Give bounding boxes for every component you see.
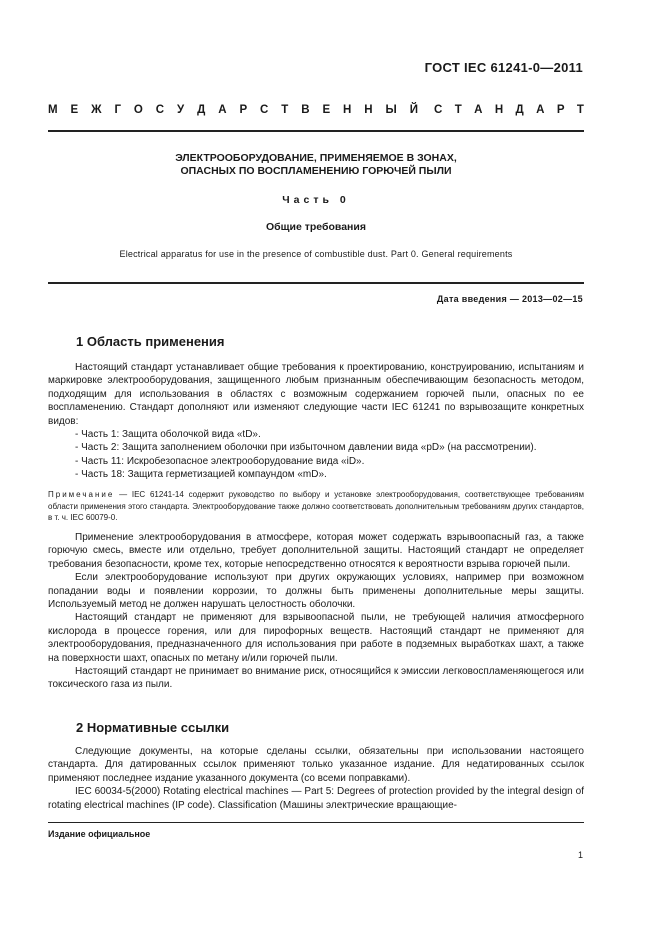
banner-letter: Н: [343, 104, 352, 116]
banner-letter: Ж: [91, 104, 102, 116]
section-1-paragraph-4: Настоящий стандарт не применяют для взрывоопасной пыли, не требующей наличия атмосферного кислорода в процессе горения, или для пирофорных веществ. Настоящий стандарт не применяют для электрооборудования, предназначенного для использования при работе в подземных выработках шахт, а также на поверхности шахт, опасных по метану и/или горючей пыли.: [48, 612, 584, 664]
footer-rule: [48, 822, 584, 823]
top-rule: [48, 130, 584, 132]
official-edition-label: Издание официальное: [48, 829, 151, 839]
part-label: Часть 0: [282, 194, 350, 206]
banner-letter: Т: [281, 104, 289, 116]
english-title: Electrical apparatus for use in the presence of combustible dust. Part 0. General requirements: [119, 249, 513, 259]
section-1-paragraph-3: Если электрооборудование используют при других окружающих условиях, например при возможном попадании воды и появлении коррозии, то должны быть применены дополнительные меры защиты. Используемый метод не должен нарушать целостность оболочки.: [48, 572, 584, 611]
standard-id: ГОСТ IEC 61241-0—2011: [424, 60, 583, 75]
section-1-paragraph-5: Настоящий стандарт не принимает во внимание риск, относящийся к эмиссии легковоспламеняющегося или токсического газа из пыли.: [48, 666, 584, 691]
section-2-body: [48, 745, 584, 812]
banner-letter: Г: [114, 104, 121, 116]
section-2-paragraph-2: IEC 60034-5(2000) Rotating electrical machines — Part 5: Degrees of protection provided by the integral design of rotating electrical machines (IP code). Classification (Машины электрические вращающие-: [48, 786, 584, 811]
banner-letter: Т: [454, 104, 462, 116]
banner-letter: Ы: [385, 104, 397, 116]
section-1-paragraph-1: Настоящий стандарт устанавливает общие требования к проектированию, конструированию, испытаниям и маркировке электрооборудования, защищенного любым признанным обеспечивающим безопасность методом, подходящим для использования в областях с возможным содержанием горючей пыли, опасных по ее воспламенению. Стандарт дополняют или изменяют следующие части IEC 61241 по взрывозащите конкретных видов:: [48, 362, 584, 427]
banner-letter: Д: [197, 104, 206, 116]
document-subtitle: Общие требования: [266, 221, 366, 233]
introduction-date: Дата введения — 2013—02—15: [436, 294, 583, 304]
list-item: - Часть 1: Защита оболочкой вида «tD».: [75, 429, 261, 440]
banner-letter: Е: [70, 104, 79, 116]
list-item: - Часть 18: Защита герметизацией компаундом «mD».: [75, 469, 327, 481]
note-text: — IEC 61241-14 содержит руководство по выбору и установке электрооборудования, соответствующее требованиям области применения этого стандарта. Электрооборудование также должно соответствовать дополнительным требованиям других стандартов, в т. ч. IEC 60079-0.: [48, 490, 584, 522]
section-1-heading: 1 Область применения: [76, 334, 225, 349]
banner-letter: А: [474, 104, 483, 116]
banner-letter: Й: [409, 104, 418, 116]
banner-letter: Р: [239, 104, 248, 116]
banner-letter: В: [301, 104, 310, 116]
section-1-body: [48, 531, 584, 692]
banner-letter: Р: [556, 104, 565, 116]
banner-letter: С: [434, 104, 443, 116]
title-line-1: ЭЛЕКТРООБОРУДОВАНИЕ, ПРИМЕНЯЕМОЕ В ЗОНАХ,: [175, 152, 457, 164]
banner-letter: Н: [364, 104, 373, 116]
document-title: [48, 152, 584, 178]
banner-letter: У: [177, 104, 185, 116]
page-number: 1: [577, 850, 583, 860]
banner-letter: Д: [515, 104, 524, 116]
banner-letter: А: [536, 104, 545, 116]
section-2-paragraph-1: Следующие документы, на которые сделаны ссылки, обязательны при использовании настоящего стандарта. Для датированных ссылок применяют только указанное издание. Для недатированных ссылок применяют последнее издание указанного документа (со всеми поправками).: [48, 746, 584, 784]
banner-word-standard: [434, 104, 584, 116]
list-item: - Часть 2: Защита заполнением оболочки при избыточном давлении вида «pD» (на рассмотрении).: [75, 442, 537, 454]
note: [48, 489, 584, 524]
banner-letter: А: [218, 104, 227, 116]
banner-letter: М: [48, 104, 58, 116]
banner-letter: С: [260, 104, 269, 116]
parts-list: [75, 428, 585, 482]
note-lead: Примечание: [48, 490, 115, 499]
banner-letter: Т: [576, 104, 584, 116]
banner-word-interstate: [48, 104, 418, 116]
interstate-standard-banner: [48, 104, 584, 116]
banner-letter: О: [133, 104, 143, 116]
title-line-2: ОПАСНЫХ ПО ВОСПЛАМЕНЕНИЮ ГОРЮЧЕЙ ПЫЛИ: [180, 165, 452, 177]
title-rule: [48, 282, 584, 284]
list-item: - Часть 11: Искробезопасное электрооборудование вида «iD».: [75, 455, 365, 467]
banner-letter: Н: [494, 104, 504, 116]
section-2-heading: 2 Нормативные ссылки: [76, 720, 230, 735]
section-1-paragraph-2: Применение электрооборудования в атмосфере, которая может содержать взрывоопасный газ, а также горючую смесь, вместе или отдельно, требует дополнительной защиты. Настоящий стандарт не определяет требования безопасности, кроме тех, которые непосредственно относятся к вероятности взрыва горючей пыли.: [48, 532, 584, 570]
banner-letter: Е: [322, 104, 331, 116]
banner-letter: С: [155, 104, 165, 116]
